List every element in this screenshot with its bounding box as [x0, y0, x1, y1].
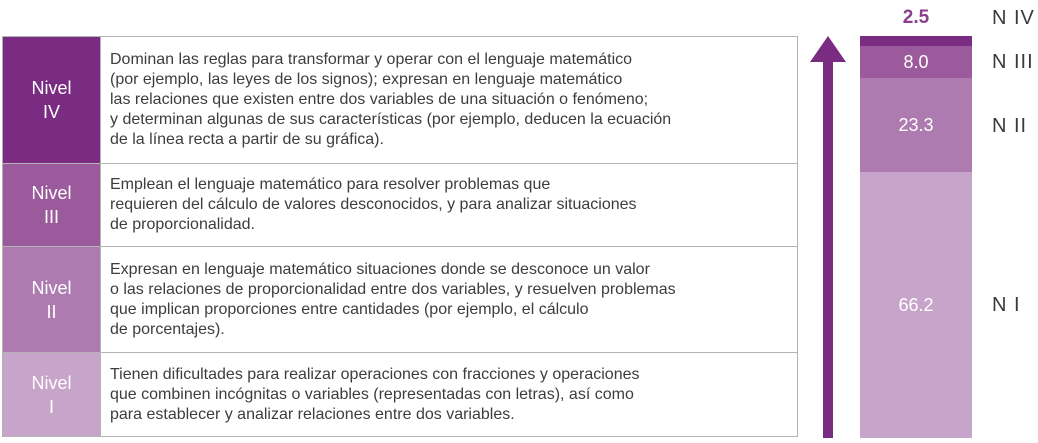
bar-value-niii: 8.0 — [903, 52, 929, 73]
desc-line: que combinen incógnitas o variables (representadas con letras), así como — [110, 385, 634, 403]
level-ii-word: Nivel — [31, 277, 72, 298]
desc-line: para establecer y analizar relaciones entre dos variables. — [110, 405, 515, 423]
level-iii-word: Nivel — [31, 183, 72, 203]
level-i-word: Nivel — [31, 372, 72, 393]
level-iv-description — [101, 37, 798, 164]
level-iii-row — [3, 164, 798, 247]
bar-label-niv: 2.5 — [902, 7, 930, 28]
desc-line: (por ejemplo, las leyes de los signos); expresan en lenguaje matemático — [110, 71, 623, 88]
category-label-ni: N I — [992, 294, 1021, 316]
level-iv-label — [3, 37, 101, 164]
stacked-percentage-bar — [860, 36, 972, 438]
category-label-niii: N III — [992, 51, 1034, 73]
level-iii-numeral: III — [43, 207, 59, 227]
category-label-niv: N IV — [992, 7, 1035, 29]
bar-value-nii: 23.3 — [898, 115, 934, 136]
bar-value-ni: 66.2 — [898, 294, 934, 315]
desc-line: Emplean el lenguaje matemático para resolver problemas que — [110, 176, 551, 193]
desc-line: Expresan en lenguaje matemático situaciones donde se desconoce un valor — [110, 260, 650, 278]
desc-line: o las relaciones de proporcionalidad entre dos variables, y resuelven problemas — [110, 280, 676, 298]
bar-segment-niv — [860, 36, 972, 46]
level-ii-row — [3, 247, 798, 353]
level-i-description — [101, 353, 798, 437]
desc-line: y determinan algunas de sus características (por ejemplo, deducen la ecuación — [110, 111, 672, 128]
level-iii-description — [101, 164, 798, 247]
desc-line: de proporcionalidad. — [110, 216, 255, 233]
desc-line: las relaciones que existen entre dos variables de una situación o fenómeno; — [110, 91, 649, 108]
level-iv-row — [3, 37, 798, 164]
up-arrow-icon — [808, 36, 848, 438]
desc-line: Dominan las reglas para transformar y operar con el lenguaje matemático — [110, 51, 633, 68]
achievement-levels-table — [2, 36, 798, 437]
desc-line: que implican proporciones entre cantidades (por ejemplo, el cálculo — [110, 300, 589, 318]
desc-line: requieren del cálculo de valores desconocidos, y para analizar situaciones — [110, 196, 637, 213]
level-ii-numeral: II — [46, 301, 57, 322]
level-iv-numeral: IV — [42, 102, 60, 122]
desc-line: de la línea recta a partir de su gráfica). — [110, 131, 384, 148]
category-label-nii: N II — [992, 115, 1028, 137]
level-i-label — [3, 353, 101, 437]
desc-line: de porcentajes). — [110, 320, 225, 338]
level-i-row — [3, 353, 798, 437]
level-ii-label — [3, 247, 101, 353]
level-i-numeral: I — [48, 396, 54, 417]
level-iv-word: Nivel — [31, 78, 72, 98]
desc-line: Tienen dificultades para realizar operaciones con fracciones y operaciones — [110, 365, 640, 383]
level-iii-label — [3, 164, 101, 247]
level-ii-description — [101, 247, 798, 353]
